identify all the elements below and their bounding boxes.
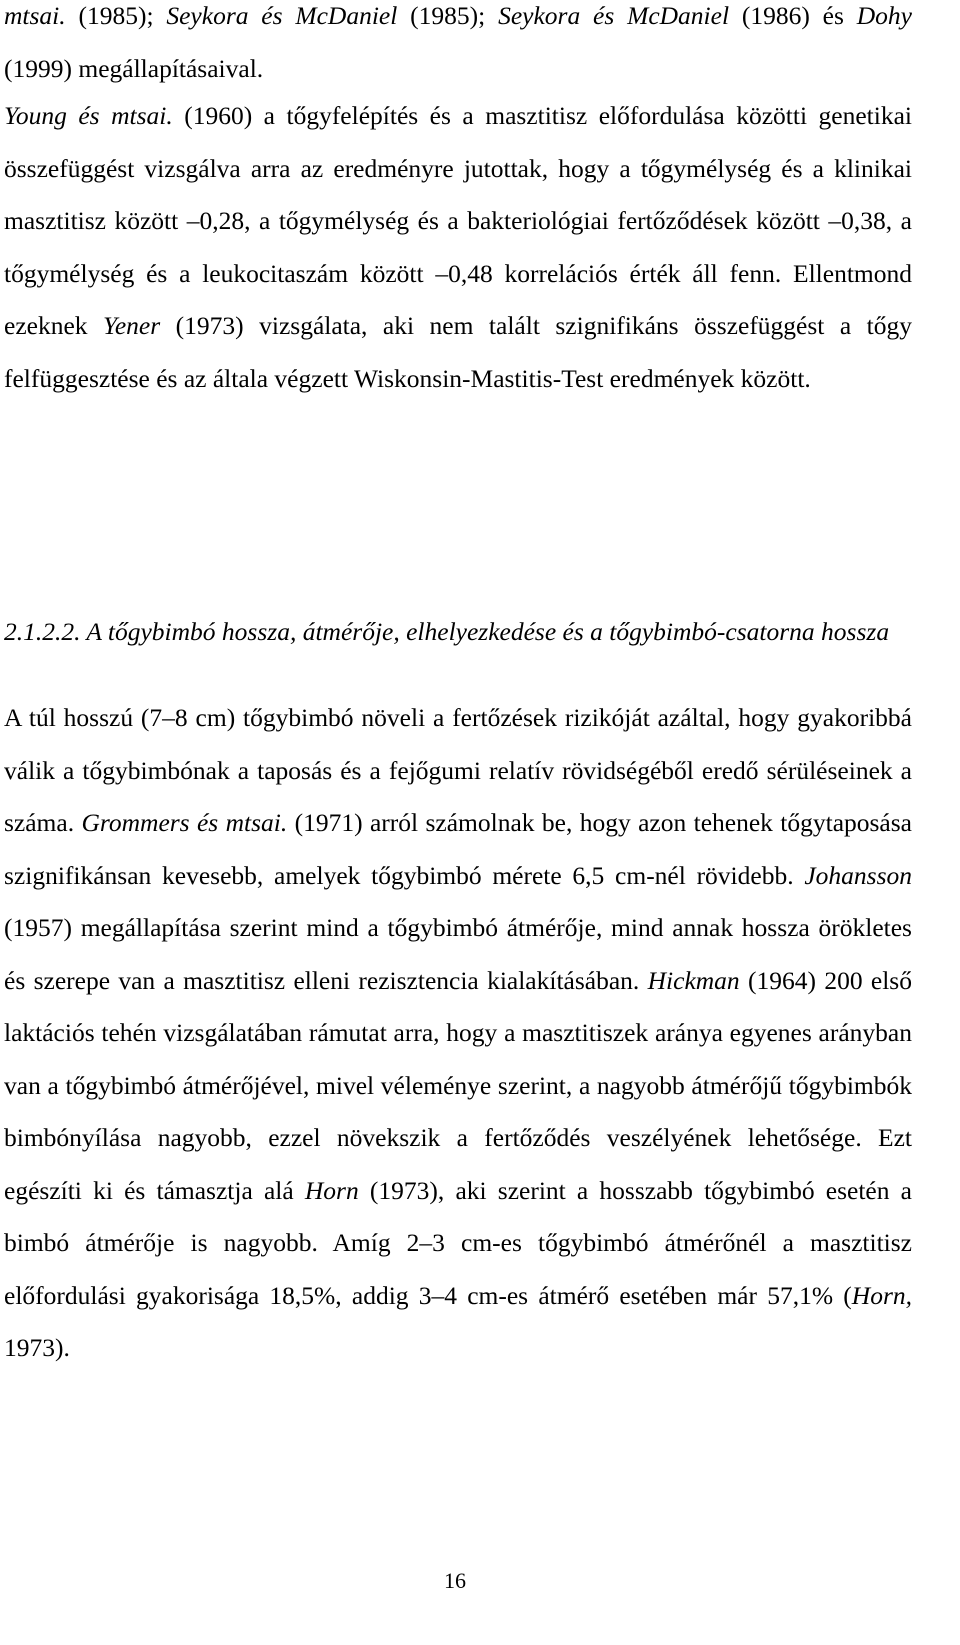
section-heading (4, 617, 912, 646)
text-run: (1971) arról számolnak be, hogy azon tehenek tőgytaposása szignifikánsan kevesebb, amelyek tőgybimbó mérete 6,5 cm-nél rövidebb. (4, 808, 912, 890)
citation-author: Seykora és McDaniel (166, 1, 398, 30)
text-run: (1985); (397, 1, 499, 30)
citation-author: Grommers és mtsai. (81, 808, 288, 837)
paragraph-udder-depth (4, 90, 912, 405)
citation-author: Yener (103, 311, 161, 340)
text-run: 1973). (4, 1333, 70, 1362)
citation-author: Dohy (856, 1, 912, 30)
citation-author: Hickman (647, 965, 740, 995)
citation-author: Horn (304, 1175, 359, 1205)
section-title: A tőgybimbó hossza, átmérője, elhelyezkedése és a tőgybimbó-csatorna hossza (80, 617, 890, 646)
text-run: (1999) megállapításaival. (4, 53, 264, 83)
page-number: 16 (444, 1568, 466, 1593)
citation-author: Horn, (851, 1280, 912, 1310)
citation-author: Seykora és McDaniel (498, 1, 730, 30)
text-run: (1973) vizsgálata, aki nem talált szignifikáns összefüggést a tőgy felfüggesztése és az általa végzett Wiskonsin-Mastitis-Test eredmények között. (4, 311, 912, 393)
citation-author: mtsai. (4, 1, 66, 30)
citation-author: Johansson (804, 860, 912, 890)
paragraph-teat-size (4, 692, 912, 1375)
paragraph-citation-continuation (4, 0, 912, 95)
citation-author: Young és mtsai. (4, 101, 173, 130)
text-run: (1964) 200 első laktációs tehén vizsgálatában rámutat arra, hogy a masztitiszek aránya egyenes arányban van a tőgybimbó átmérőjével, mivel véleménye szerint, a nagyobb átmérőjű tőgybimbók bimbónyílása nagyobb, ezzel növekszik a fertőződés veszélyének lehetősége. Ezt egészíti ki és támasztja alá (4, 965, 912, 1205)
text-run: (1973), aki szerint a hosszabb tőgybimbó esetén a bimbó átmérője is nagyobb. Amíg 2–3 cm-es tőgybimbó átmérőnél a masztitisz előfordulási gyakorisága 18,5%, addig 3–4 cm-es átmérő esetében már 57,1% ( (4, 1175, 912, 1310)
text-run: (1960) a tőgyfelépítés és a masztitisz előfordulása közötti genetikai összefüggést vizsgálva arra az eredményre jutottak, hogy a tőgymélység és a klinikai masztitisz között –0,28, a tőgymélység és a bakteriológiai fertőződések között –0,38, a tőgymélység és a leukocitaszám között –0,48 korrelációs érték áll fenn. Ellentmond ezeknek (4, 101, 912, 340)
text-run: (1985); (65, 1, 167, 30)
text-run: (1957) megállapítása szerint mind a tőgybimbó átmérője, mind annak hossza örökletes és szerepe van a masztitisz elleni rezisztencia kialakításában. (4, 913, 912, 995)
text-run: A túl hosszú (7–8 cm) tőgybimbó növeli a fertőzések rizikóját azáltal, hogy gyakoribbá válik a tőgybimbónak a taposás és a fejőgumi relatív rövidségéből eredő sérüléseinek a száma. (4, 703, 912, 837)
text-run: (1986) és (729, 1, 857, 30)
section-number: 2.1.2.2. (4, 617, 81, 646)
